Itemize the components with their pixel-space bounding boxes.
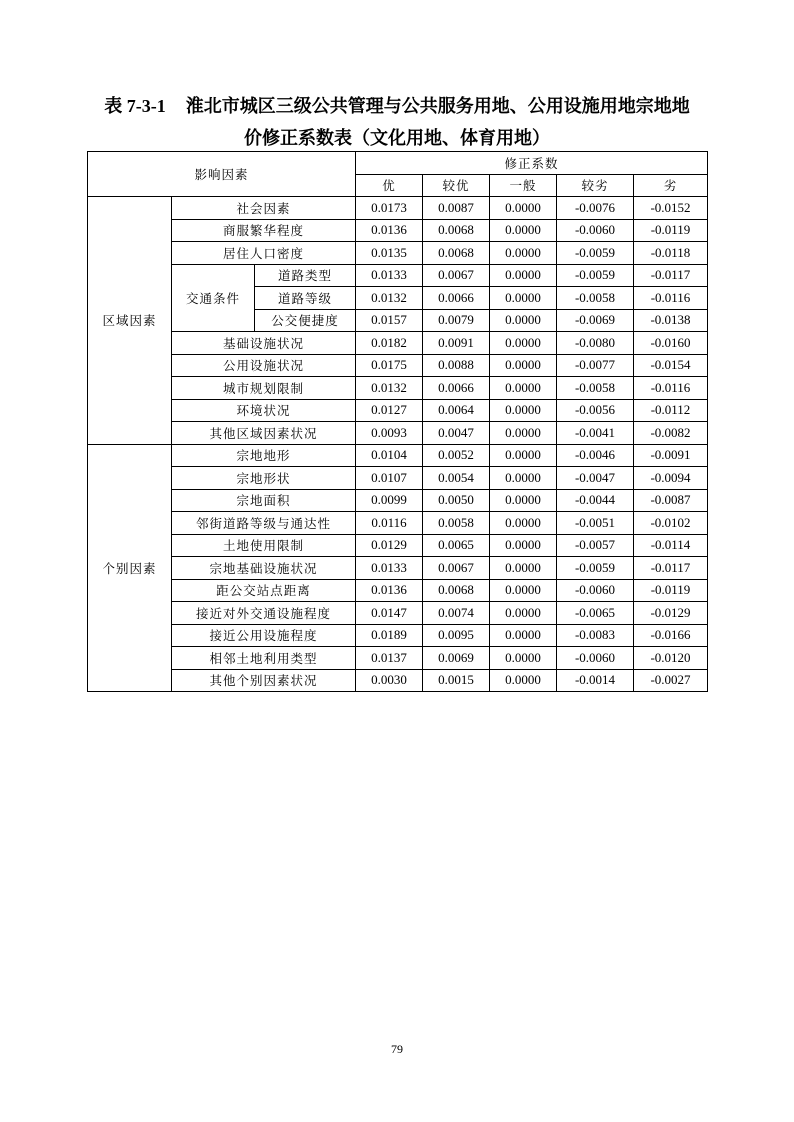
- coefficient-value: 0.0173: [356, 197, 423, 220]
- page-number: 79: [391, 1042, 403, 1056]
- coefficient-value: 0.0000: [490, 197, 557, 220]
- coefficient-value: -0.0059: [557, 264, 634, 287]
- header-row: [88, 152, 708, 175]
- table-row: [88, 242, 708, 265]
- table-row: [88, 399, 708, 422]
- factor-label: 公用设施状况: [172, 354, 356, 377]
- table-row: [88, 534, 708, 557]
- coefficient-value: 0.0000: [490, 602, 557, 625]
- coefficient-value: 0.0091: [423, 332, 490, 355]
- factor-label: 宗地基础设施状况: [172, 557, 356, 580]
- factor-label: 接近对外交通设施程度: [172, 602, 356, 625]
- header-coefficient: 修正系数: [356, 152, 708, 175]
- coefficient-value: 0.0066: [423, 287, 490, 310]
- coefficient-value: 0.0000: [490, 624, 557, 647]
- coefficient-value: -0.0114: [634, 534, 708, 557]
- coefficient-value: 0.0000: [490, 647, 557, 670]
- coefficient-value: 0.0175: [356, 354, 423, 377]
- coefficient-value: 0.0000: [490, 242, 557, 265]
- factor-label: 基础设施状况: [172, 332, 356, 355]
- coefficient-value: 0.0104: [356, 444, 423, 467]
- coefficient-value: -0.0058: [557, 377, 634, 400]
- coefficient-value: 0.0000: [490, 467, 557, 490]
- coefficient-value: 0.0065: [423, 534, 490, 557]
- coefficient-value: 0.0074: [423, 602, 490, 625]
- table-title-text: 淮北市城区三级公共管理与公共服务用地、公用设施用地宗地地: [185, 96, 690, 117]
- coefficient-value: -0.0076: [557, 197, 634, 220]
- coefficient-value: 0.0000: [490, 377, 557, 400]
- table-title-line1: [0, 93, 794, 120]
- coefficient-value: 0.0015: [423, 669, 490, 692]
- coefficient-value: 0.0087: [423, 197, 490, 220]
- coefficient-value: -0.0118: [634, 242, 708, 265]
- coefficient-value: -0.0091: [634, 444, 708, 467]
- factor-label: 距公交站点距离: [172, 579, 356, 602]
- subgroup-label-traffic: 交通条件: [172, 264, 255, 332]
- coefficient-value: -0.0120: [634, 647, 708, 670]
- coefficient-value: 0.0047: [423, 422, 490, 445]
- coefficient-value: -0.0060: [557, 219, 634, 242]
- coefficient-value: -0.0069: [557, 309, 634, 332]
- coefficient-value: -0.0138: [634, 309, 708, 332]
- coefficient-value: -0.0046: [557, 444, 634, 467]
- coefficient-value: 0.0050: [423, 489, 490, 512]
- coefficient-value: 0.0093: [356, 422, 423, 445]
- coefficient-value: -0.0112: [634, 399, 708, 422]
- coefficient-value: -0.0119: [634, 579, 708, 602]
- coefficient-value: 0.0133: [356, 557, 423, 580]
- table-number: 表 7-3-1: [104, 96, 166, 116]
- coefficient-value: -0.0056: [557, 399, 634, 422]
- table-row: [88, 602, 708, 625]
- factor-label: 其他个别因素状况: [172, 669, 356, 692]
- grade-header: 较优: [423, 174, 490, 197]
- grade-header: 优: [356, 174, 423, 197]
- coefficient-value: -0.0059: [557, 242, 634, 265]
- coefficient-value: -0.0154: [634, 354, 708, 377]
- coefficient-value: 0.0135: [356, 242, 423, 265]
- coefficient-value: -0.0041: [557, 422, 634, 445]
- table-row: [88, 332, 708, 355]
- coefficient-value: 0.0099: [356, 489, 423, 512]
- coefficient-value: -0.0057: [557, 534, 634, 557]
- factor-label: 邻街道路等级与通达性: [172, 512, 356, 535]
- coefficient-value: 0.0000: [490, 309, 557, 332]
- table-row: [88, 377, 708, 400]
- coefficient-value: 0.0000: [490, 579, 557, 602]
- coefficient-value: 0.0000: [490, 512, 557, 535]
- factor-label: 宗地面积: [172, 489, 356, 512]
- factor-label: 商服繁华程度: [172, 219, 356, 242]
- correction-coefficient-table: [87, 151, 708, 692]
- coefficient-value: -0.0116: [634, 377, 708, 400]
- coefficient-value: 0.0068: [423, 579, 490, 602]
- table-row: [88, 219, 708, 242]
- coefficient-value: -0.0117: [634, 264, 708, 287]
- coefficient-value: 0.0136: [356, 579, 423, 602]
- coefficient-value: 0.0000: [490, 557, 557, 580]
- coefficient-value: -0.0117: [634, 557, 708, 580]
- coefficient-value: 0.0132: [356, 287, 423, 310]
- table-row: [88, 647, 708, 670]
- coefficient-value: -0.0058: [557, 287, 634, 310]
- table-row: [88, 354, 708, 377]
- coefficient-value: -0.0059: [557, 557, 634, 580]
- factor-label: 土地使用限制: [172, 534, 356, 557]
- coefficient-value: -0.0051: [557, 512, 634, 535]
- table-row: [88, 669, 708, 692]
- coefficient-value: 0.0000: [490, 422, 557, 445]
- table-row: [88, 422, 708, 445]
- coefficient-value: 0.0030: [356, 669, 423, 692]
- factor-label: 宗地形状: [172, 467, 356, 490]
- coefficient-value: -0.0166: [634, 624, 708, 647]
- coefficient-value: 0.0136: [356, 219, 423, 242]
- table-row: [88, 624, 708, 647]
- group-label-individual: 个别因素: [88, 444, 172, 692]
- coefficient-value: -0.0094: [634, 467, 708, 490]
- coefficient-value: 0.0058: [423, 512, 490, 535]
- table-row: [88, 264, 708, 287]
- grade-header: 较劣: [557, 174, 634, 197]
- coefficient-value: -0.0060: [557, 647, 634, 670]
- coefficient-value: 0.0000: [490, 264, 557, 287]
- coefficient-value: 0.0147: [356, 602, 423, 625]
- coefficient-value: 0.0137: [356, 647, 423, 670]
- coefficient-value: -0.0080: [557, 332, 634, 355]
- coefficient-value: 0.0157: [356, 309, 423, 332]
- coefficient-value: -0.0083: [557, 624, 634, 647]
- coefficient-value: 0.0129: [356, 534, 423, 557]
- coefficient-value: -0.0152: [634, 197, 708, 220]
- coefficient-value: 0.0000: [490, 399, 557, 422]
- table-row: [88, 512, 708, 535]
- coefficient-value: -0.0116: [634, 287, 708, 310]
- coefficient-value: -0.0044: [557, 489, 634, 512]
- factor-label: 接近公用设施程度: [172, 624, 356, 647]
- table-row: [88, 444, 708, 467]
- coefficient-value: -0.0065: [557, 602, 634, 625]
- table-row: [88, 579, 708, 602]
- coefficient-value: 0.0066: [423, 377, 490, 400]
- factor-label: 环境状况: [172, 399, 356, 422]
- coefficient-value: 0.0132: [356, 377, 423, 400]
- coefficient-value: 0.0000: [490, 287, 557, 310]
- table-row: [88, 197, 708, 220]
- factor-label: 居住人口密度: [172, 242, 356, 265]
- coefficient-value: 0.0116: [356, 512, 423, 535]
- coefficient-value: -0.0087: [634, 489, 708, 512]
- coefficient-value: 0.0133: [356, 264, 423, 287]
- coefficient-value: 0.0054: [423, 467, 490, 490]
- coefficient-value: -0.0047: [557, 467, 634, 490]
- coefficient-value: -0.0014: [557, 669, 634, 692]
- coefficient-value: 0.0095: [423, 624, 490, 647]
- factor-label: 公交便捷度: [255, 309, 356, 332]
- coefficient-value: 0.0000: [490, 332, 557, 355]
- coefficient-value: -0.0060: [557, 579, 634, 602]
- factor-label: 其他区域因素状况: [172, 422, 356, 445]
- factor-label: 社会因素: [172, 197, 356, 220]
- coefficient-value: 0.0000: [490, 444, 557, 467]
- table-row: [88, 467, 708, 490]
- coefficient-value: -0.0077: [557, 354, 634, 377]
- coefficient-value: -0.0102: [634, 512, 708, 535]
- grade-header: 一般: [490, 174, 557, 197]
- coefficient-value: 0.0068: [423, 219, 490, 242]
- factor-label: 道路类型: [255, 264, 356, 287]
- header-factor: 影响因素: [88, 152, 356, 197]
- factor-label: 城市规划限制: [172, 377, 356, 400]
- coefficient-value: 0.0068: [423, 242, 490, 265]
- coefficient-value: 0.0000: [490, 489, 557, 512]
- coefficient-value: -0.0160: [634, 332, 708, 355]
- grade-header: 劣: [634, 174, 708, 197]
- table-row: [88, 557, 708, 580]
- coefficient-value: -0.0027: [634, 669, 708, 692]
- coefficient-value: 0.0182: [356, 332, 423, 355]
- coefficient-value: 0.0000: [490, 219, 557, 242]
- coefficient-value: 0.0067: [423, 264, 490, 287]
- factor-label: 相邻土地利用类型: [172, 647, 356, 670]
- table-row: [88, 489, 708, 512]
- table-body: [88, 152, 708, 692]
- coefficient-value: 0.0069: [423, 647, 490, 670]
- coefficient-value: 0.0052: [423, 444, 490, 467]
- coefficient-value: 0.0189: [356, 624, 423, 647]
- coefficient-value: -0.0082: [634, 422, 708, 445]
- coefficient-value: 0.0000: [490, 669, 557, 692]
- table-title-line2: 价修正系数表（文化用地、体育用地）: [244, 128, 550, 149]
- factor-label: 道路等级: [255, 287, 356, 310]
- coefficient-value: 0.0064: [423, 399, 490, 422]
- factor-label: 宗地地形: [172, 444, 356, 467]
- coefficient-value: 0.0107: [356, 467, 423, 490]
- coefficient-value: 0.0127: [356, 399, 423, 422]
- group-label-regional: 区域因素: [88, 197, 172, 445]
- coefficient-value: 0.0088: [423, 354, 490, 377]
- coefficient-value: 0.0067: [423, 557, 490, 580]
- coefficient-value: -0.0119: [634, 219, 708, 242]
- coefficient-value: 0.0079: [423, 309, 490, 332]
- coefficient-value: 0.0000: [490, 354, 557, 377]
- coefficient-value: 0.0000: [490, 534, 557, 557]
- coefficient-value: -0.0129: [634, 602, 708, 625]
